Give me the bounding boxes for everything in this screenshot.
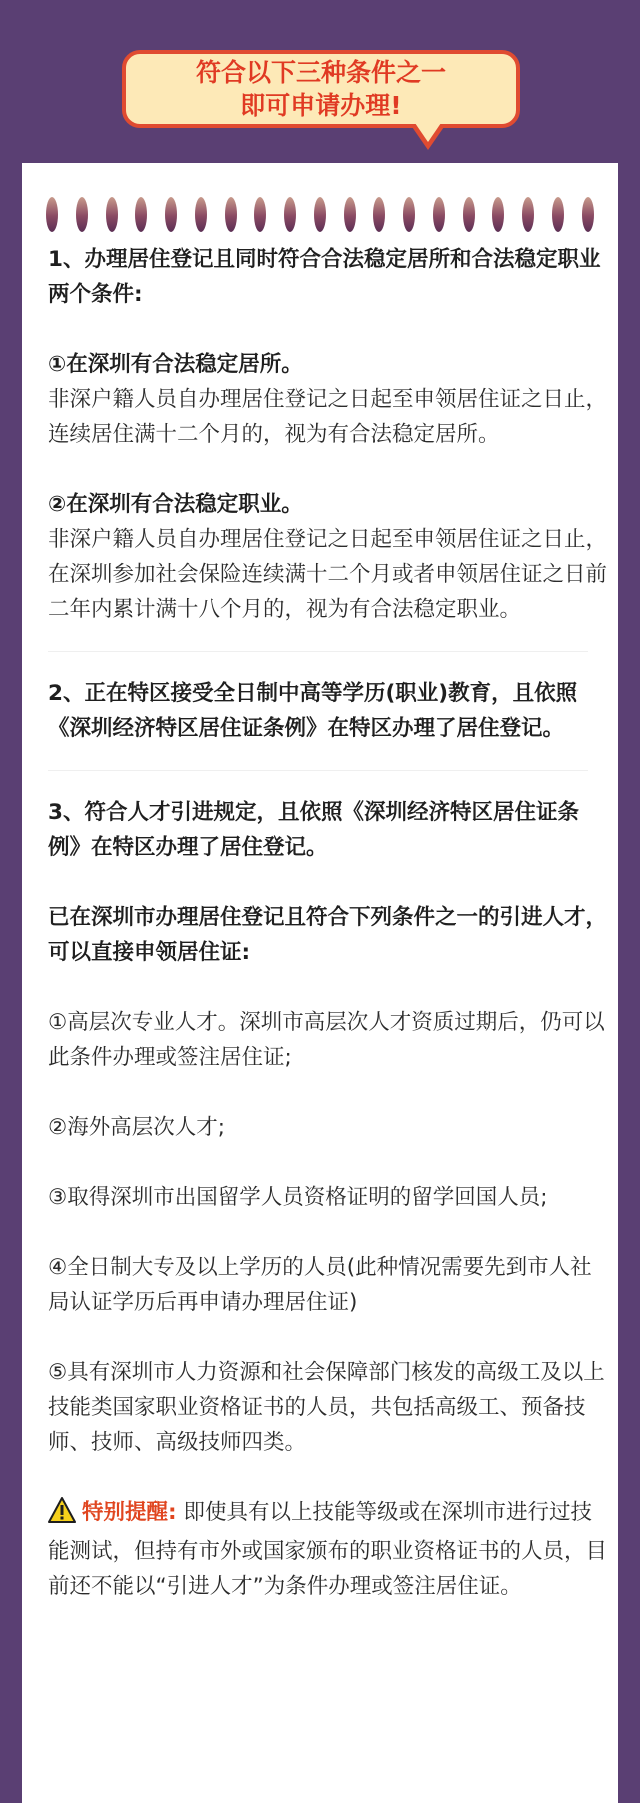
document-body	[48, 242, 608, 1604]
section-1-title: 1、办理居住登记且同时符合合法稳定居所和合法稳定职业两个条件:	[48, 247, 601, 307]
condition-1-body: 非深户籍人员自办理居住登记之日起至申领居住证之日止，连续居住满十二个月的，视为有合法稳定居所。	[48, 387, 608, 447]
decor-dot	[76, 197, 88, 232]
talent-item-4: ④全日制大专及以上学历的人员(此种情况需要先到市人社局认证学历后再申请办理居住证)	[48, 1255, 592, 1315]
decor-dot	[433, 197, 445, 232]
talent-item-1: ①高层次专业人才。深圳市高层次人才资质过期后，仍可以此条件办理或签注居住证;	[48, 1010, 605, 1070]
decor-dot	[195, 197, 207, 232]
talent-item-2: ②海外高层次人才;	[48, 1115, 226, 1140]
title-line-1: 符合以下三种条件之一	[195, 58, 446, 87]
warning-icon	[48, 1497, 76, 1534]
decor-dot	[522, 197, 534, 232]
special-notice	[48, 1495, 608, 1604]
decor-dot	[582, 197, 594, 232]
section-3-title: 3、符合人才引进规定，且依照《深圳经济特区居住证条例》在特区办理了居住登记。	[48, 800, 579, 860]
decor-dot	[552, 197, 564, 232]
section-divider	[48, 651, 588, 652]
section-divider	[48, 770, 588, 771]
decor-dot	[492, 197, 504, 232]
decor-dot	[314, 197, 326, 232]
decor-dot	[106, 197, 118, 232]
decor-dot	[165, 197, 177, 232]
bubble-tail-inner	[415, 123, 441, 142]
title-bubble	[122, 50, 520, 128]
notice-text: 即使具有以上技能等级或在深圳市进行过技能测试，但持有市外或国家颁布的职业资格证书的人员，目前还不能以“引进人才”为条件办理或签注居住证。	[48, 1500, 608, 1599]
decor-dot	[225, 197, 237, 232]
decor-dot	[463, 197, 475, 232]
decorative-dots	[46, 197, 594, 233]
watermark: 知乎 @谜遊教鞘	[485, 1770, 610, 1790]
section-2-title: 2、正在特区接受全日制中高等学历(职业)教育，且依照《深圳经济特区居住证条例》在特区办理了居住登记。	[48, 681, 578, 741]
notice-label: 特别提醒:	[82, 1500, 177, 1525]
condition-2-body: 非深户籍人员自办理居住登记之日起至申领居住证之日止，在深圳参加社会保险连续满十二个月或者申领居住证之日前二年内累计满十八个月的，视为有合法稳定职业。	[48, 527, 608, 622]
condition-1-title: ①在深圳有合法稳定居所。	[48, 352, 303, 377]
title-line-2: 即可申请办理!	[240, 91, 402, 120]
condition-2-title: ②在深圳有合法稳定职业。	[48, 492, 303, 517]
talent-item-3: ③取得深圳市出国留学人员资格证明的留学回国人员;	[48, 1185, 548, 1210]
talent-intro: 已在深圳市办理居住登记且符合下列条件之一的引进人才，可以直接申领居住证:	[48, 905, 608, 965]
talent-item-5: ⑤具有深圳市人力资源和社会保障部门核发的高级工及以上技能类国家职业资格证书的人员，共包括高级工、预备技师、技师、高级技师四类。	[48, 1360, 605, 1455]
decor-dot	[344, 197, 356, 232]
decor-dot	[254, 197, 266, 232]
decor-dot	[284, 197, 296, 232]
decor-dot	[46, 197, 58, 232]
decor-dot	[135, 197, 147, 232]
header-area	[0, 0, 640, 165]
decor-dot	[403, 197, 415, 232]
decor-dot	[373, 197, 385, 232]
